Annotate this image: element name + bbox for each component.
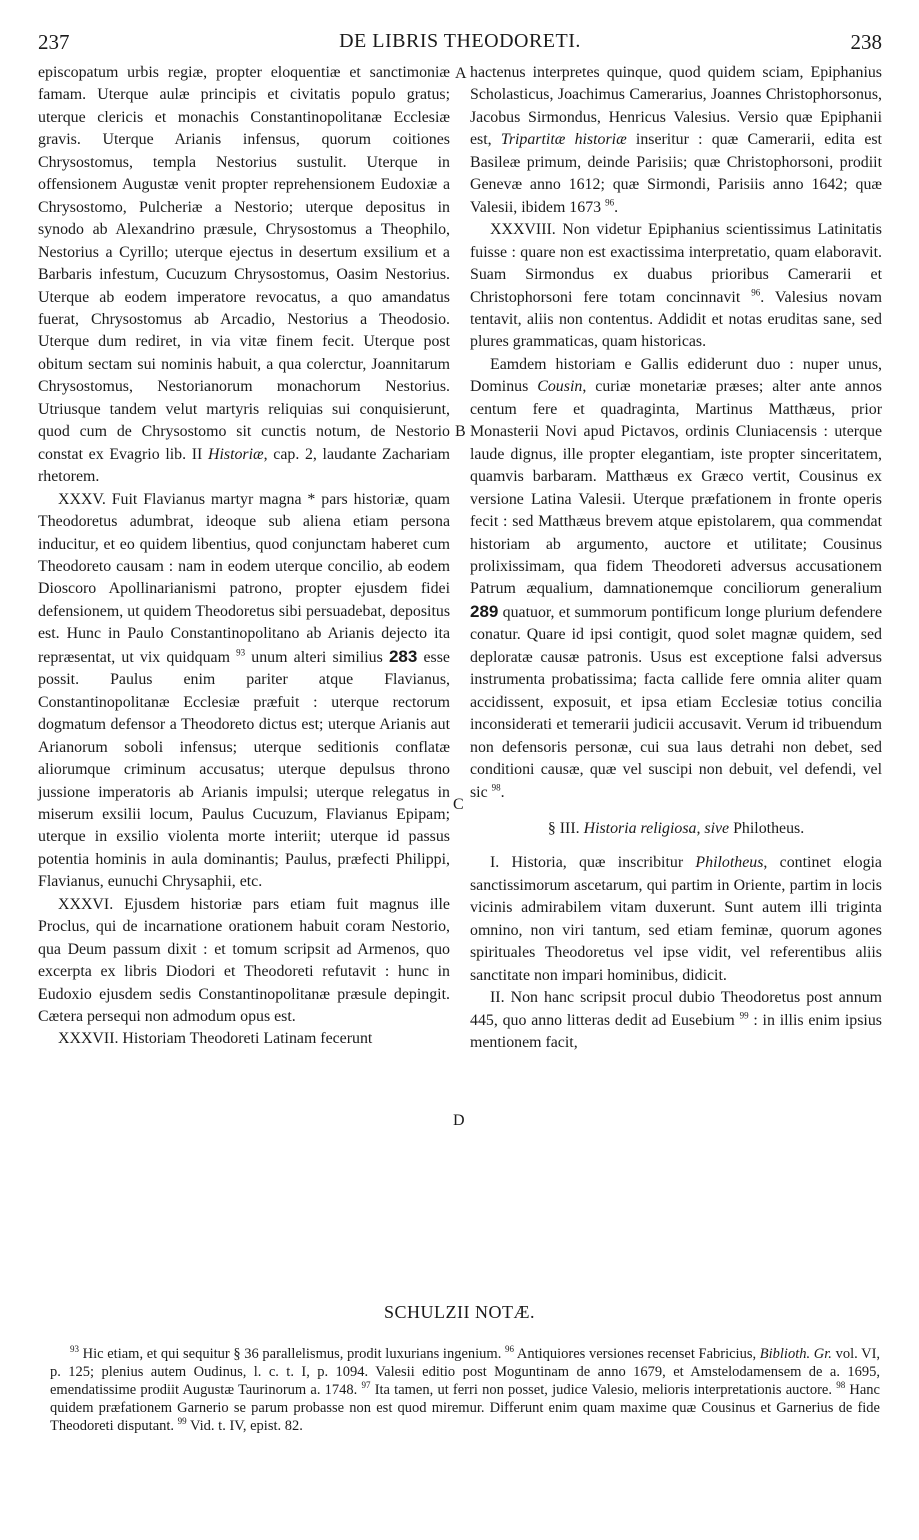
page-number-left: 237	[38, 30, 70, 54]
footnote-96: vol. VI, p. 125; plenius autem Oudinus, l. c. t. I, p. 1094. Valesii editio post Moguntinam de anno 1679, et Amstelodamensem de a. 1695, emendatissime prodiit Augustæ Taurinorum a. 1748.	[50, 1346, 881, 1398]
column-number-marker: 289	[470, 601, 499, 621]
page-number-right: 238	[850, 30, 882, 54]
paragraph: Eamdem historiam e Gallis ediderunt duo : nuper unus, Dominus Cousin, curiæ monetariæ præses; alter ante annos centum fere et quadraginta, Martinus Matthæus, prior Monasterii Novi apud Pictavos, ordinis Cluniacensis : uterque laude dignus, ille propter elegantiam, iste propter sinceritatem, quamvis barbaram. Matthæus ex Græco vertit, Cousinus ex versione Latina Valesii. Uterque præfationem in fronte operis fecit : sed Matthæus brevem atque epistolarem, qua commendat historiam ab argumento, auctore et utilitate; Cousinus prolixissimam, qua fidem Theodoreti adversus accusationem Patrum æqualium, damnationemque conciliorum generalium 289 quatuor, et summorum pontificum longe plurium defendere conatur. Quare id ipsi contigit, quod solet magnæ quidem, sed deploratæ causæ patronis. Usus est exceptione falsi adversus instrumenta probatissima; facta callide fere omnia aliter quam accidissent, exposuit, et ipsa etiam Ecclesiæ totius concilia inconsiderati et temerarii judicii accusavit. Verum id tribuendum non defensoris personæ, cui sua laus detrahi non debet, sed conditioni causæ, quæ vel suscipi non debuit, vel defendi, vel sic $^{98}$.	[470, 355, 882, 801]
running-title: DE LIBRIS THEODORETI.	[339, 30, 581, 52]
margin-letter-d: D	[453, 1112, 465, 1129]
margin-letter-b: B	[455, 423, 466, 440]
footnote-93: Hic etiam, et qui sequitur § 36 parallelismus, prodit luxurians ingenium.	[82, 1346, 502, 1362]
paragraph-i: I. Historia, quæ inscribitur Philotheus, continet elogia sanctissimorum ascetarum, qui partim in Oriente, partim in locis vicinis admirabilem vitam duxerunt. Sunt autem illi triginta omnino, non viri tantum, sed etiam feminæ, quorum agones spirituales Theodoretus vel ipse vidit, vel referentibus aliis sanctitate non impari hominibus, didicit.	[470, 854, 882, 984]
paragraph-xxxv: XXXV. Fuit Flavianus martyr magna * pars historiæ, quam Theodoretus adumbrat, ideoque sub aliena etiam persona inducitur, et eo quidem libentius, quod conjunctam haberet cum Theodoreto causam : nam in eodem uterque concilio, ab eodem Dioscoro Apollinarianismi patrono, propter ejusdem fidei defensionem, ut quidem Theodoretus sibi persuadebat, depositus est. Hunc in Paulo Constantinopolitano ab Arianis dejecto ita repræsentat, ut vix quidquam $^{93}$ unum alteri similius 283 esse possit. Paulus enim pariter atque Flavianus, Constantinopolitanæ Ecclesiæ præfuit : uterque rectorum dogmatum defensor a Theodoreto dictus est; uterque Arianis aut Arianorum soboli infensus; uterque seditionis conflatæ aliorumque criminum accusatus; uterque depulsus throno jussione imperatoris ab Arianis impulsi; uterque relegatus in miserum exsilii locum, Paulus Cucuzum, Flavianus Epipam; uterque in exsilio violenta morte interiit; uterque id passus potentia hominis in aula dominantis; Paulus, præfecti Philippi, Flavianus, eunuchi Chrysaphii, etc.	[38, 490, 450, 891]
footnotes: $^{93}$ Hic etiam, et qui sequitur § 36 parallelismus, prodit luxurians ingenium. $^{96}$ Antiquiores versiones recenset Fabricius, Biblioth. Gr. vol. VI, p. 125; plenius autem Oudinus, l. c. t. I, p. 1094. Valesii editio post Moguntinam de anno 1679, et Amstelodamensem de a. 1695, emendatissime prodiit Augustæ Taurinorum a. 1748. $^{97}$ Ita tamen, ut ferri non posset, judice Valesio, melioris interpretationis auctore. $^{98}$ Hanc quidem præfationem Garnerio se parum probasse non est quod miremur. Differunt enim quam maxime quæ Cousinus et Garnerius de fide Theodoreti disputant. $^{99}$ Vid. t. IV, epist. 82.	[50, 1344, 881, 1434]
paragraph-ii: II. Non hanc scripsit procul dubio Theodoretus post annum 445, quo anno litteras dedit ad Eusebium $^{99}$ : in illis enim ipsius mentionem facit,	[470, 989, 882, 1052]
paragraph: episcopatum urbis regiæ, propter eloquentiæ et sanctimoniæ famam. Uterque aulæ principis et civitatis populo gratus; uterque clericis et monachis Constantinopolitanæ Ecclesiæ gravis. Uterque Arianis infensus, quorum coitiones Chrysostomus, templa Nestorius sustulit. Uterque in offensionem Augustæ venit propter reprehensionem Eudoxiæ a Chrysostomo, Pulcheriæ a Nestorio; uterque depositus in synodo ab Alexandrino præsule, Chrysostomus a Theophilo, Nestorius a Cyrillo; uterque ejectus in desertum exsilium et a Barbaris infestum, Cucuzum Chrysostomus, Oasim Nestorius. Uterque ab eodem imperatore revocatus, a quo amandatus fuerat, Chrysostomus ab Arcadio, Nestorius a Theodosio. Uterque dum rediret, in via vitæ finem fecit. Uterque post obitum sectam sui nominis habuit, a qua colerctur, Joannitarum Chrysostomus, Nestorianorum monachorum Nestorius. Utriusque tandem velut martyris reliquias sui conquisierunt, quod cum de Chrysostomo sit cunctis notum, de Nestorio constat ex Evagrio lib. II Historiæ, cap. 2, laudante Zachariam rhetorem.	[38, 64, 450, 486]
paragraph-xxxviii: XXXVIII. Non videtur Epiphanius scientissimus Latinitatis fuisse : quare non est exactissima interpretatio, quam elaboravit. Suam Sirmondus ex duabus prioribus Camerarii et Christophorsoni fere totam concinnavit $^{96}$. Valesius novam tentavit, aliis non contentus. Addidit et notas eruditas sane, sed plures grammaticas, quam historicas.	[470, 221, 883, 351]
column-number-marker: 283	[388, 646, 418, 666]
footnote-98: Hanc quidem præfationem Garnerio se parum probasse non est quod miremur. Differunt enim quam maxime quæ Cousinus et Garnerius de fide Theodoreti disputant.	[50, 1382, 880, 1434]
section-heading: § III. Historia religiosa, sive Philotheus.	[547, 819, 805, 837]
paragraph-xxxvii: XXXVII. Historiam Theodoreti Latinam fecerunt	[58, 1030, 373, 1048]
page-header	[38, 30, 882, 58]
paragraph-xxxvi: XXXVI. Ejusdem historiæ pars etiam fuit magnus ille Proclus, qui de incarnatione orationem habuit coram Nestorio, qua Deum passum dixit : et tomum scripsit ad Armenos, quo excerpta ex libris Diodori et Theodoreti refutavit : hunc in Eudoxio ejusdem sedis Constantinopolitanæ præsule depingit. Cætera persequi non admodum opus est.	[38, 895, 450, 1026]
paragraph: hactenus interpretes quinque, quod quidem sciam, Epiphanius Scholasticus, Joachimus Camerarius, Joannes Christophorsonus, Jacobus Sirmondus, Henricus Valesius. Versio quæ Epiphanii est, Tripartitæ historiæ inseritur : quæ Camerarii, edita est Basileæ primum, deinde Parisiis; quæ Christophorsoni, prodiit Genevæ anno 1612; quæ Sirmondi, Parisiis anno 1642; quæ Valesii, ibidem 1673 $^{96}$.	[470, 64, 882, 216]
margin-letter-c: C	[453, 796, 464, 813]
footnote-97: Ita tamen, ut ferri non posset, judice Valesio, melioris interpretationis auctore.	[374, 1382, 832, 1398]
margin-letter-a: A	[455, 65, 467, 82]
footnote-99: Vid. t. IV, epist. 82.	[190, 1418, 303, 1434]
notes-title: SCHULZII NOTÆ.	[384, 1302, 535, 1322]
right-column	[470, 62, 882, 1054]
left-column	[38, 62, 450, 1051]
